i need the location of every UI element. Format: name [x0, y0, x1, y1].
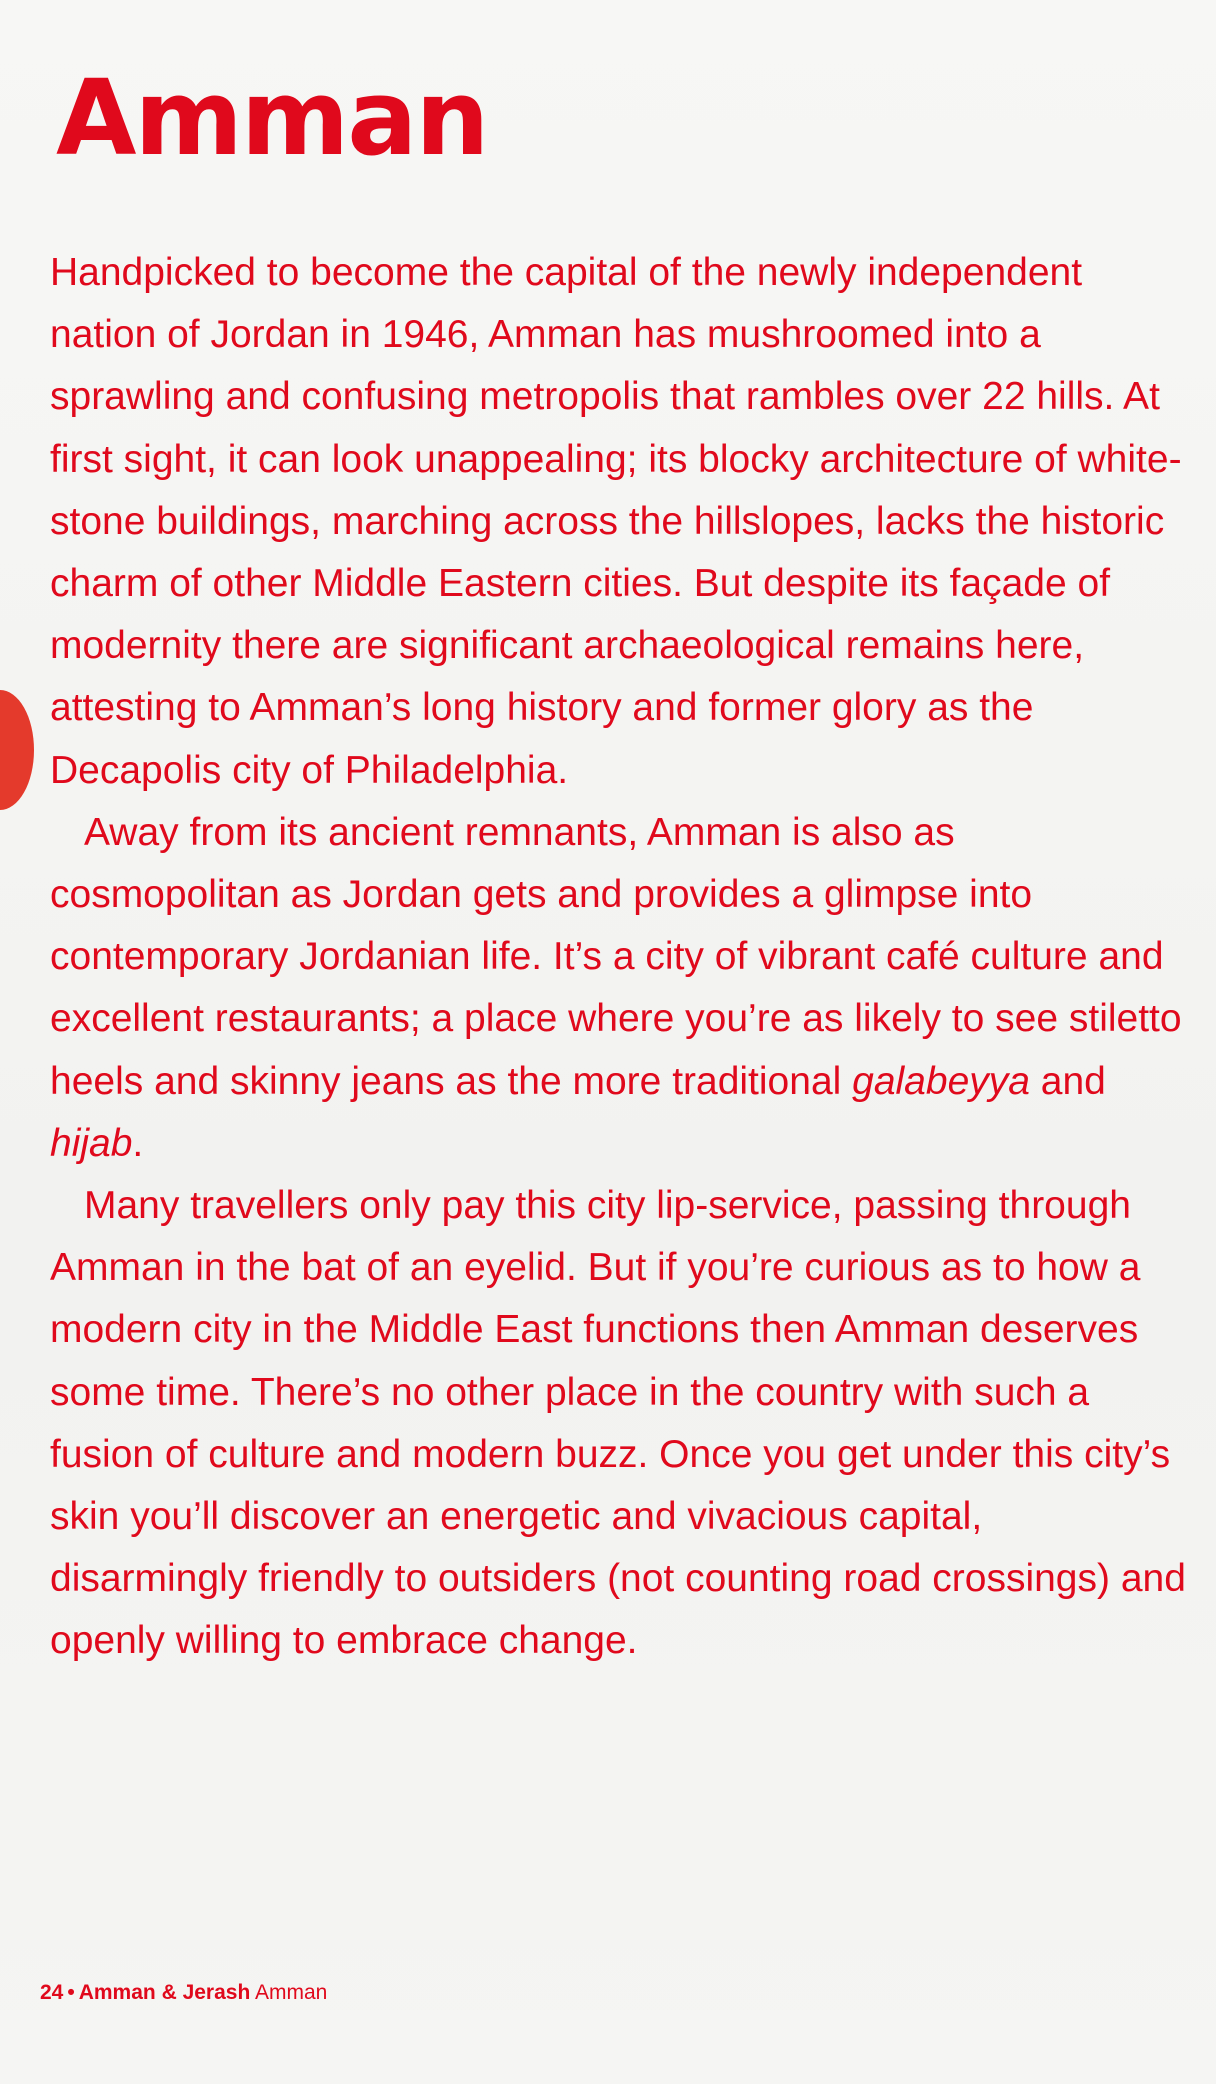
paragraph-2-conjunction: and — [1029, 1059, 1106, 1103]
paragraph-1: Handpicked to become the capital of the newly independent nation of Jordan in 1946, Amman has mushroomed into a sprawling and confusing metropolis that rambles over 22 hills. At first sight, it can look unappealing; its blocky architecture of white-stone buildings, marching across the hillslopes, lacks the historic charm of other Middle Eastern cities. But despite its façade of modernity there are significant archaeological remains here, attesting to Amman’s long history and former glory as the Decapolis city of Philadelphia. — [50, 251, 1182, 792]
chapter-tab-marker — [0, 690, 34, 810]
paragraph-3: Many travellers only pay this city lip-service, passing through Amman in the bat of an eyelid. But if you’re curious as to how a modern city in the Middle East functions then Amman deserves some time. There’s no other place in the country with such a fusion of culture and modern buzz. Once you get under this city’s skin you’ll discover an energetic and vivacious capital, disarmingly friendly to outsiders (not counting road crossings) and openly willing to embrace change. — [50, 1184, 1186, 1663]
paragraph-2-text: Away from its ancient remnants, Amman is also as cosmopolitan as Jordan gets and provides a glimpse into contemporary Jordanian life. It’s a city of vibrant café culture and excellent restaurants; a place where you’re as likely to see stiletto heels and skinny jeans as the more traditional — [50, 810, 1182, 1103]
footer-section: Amman — [254, 1981, 328, 2004]
italic-term-galabeyya: galabeyya — [852, 1059, 1030, 1103]
page-title: Amman — [56, 57, 488, 179]
italic-term-hijab: hijab — [50, 1121, 133, 1165]
paragraph-2 — [50, 802, 1190, 1175]
body-text — [50, 242, 1190, 1673]
footer-separator: • — [67, 1981, 75, 2004]
footer-chapter: Amman & Jerash — [78, 1981, 251, 2004]
paragraph-2-end: . — [132, 1121, 144, 1165]
running-footer — [40, 1982, 327, 2003]
page-number: 24 — [40, 1981, 64, 2004]
